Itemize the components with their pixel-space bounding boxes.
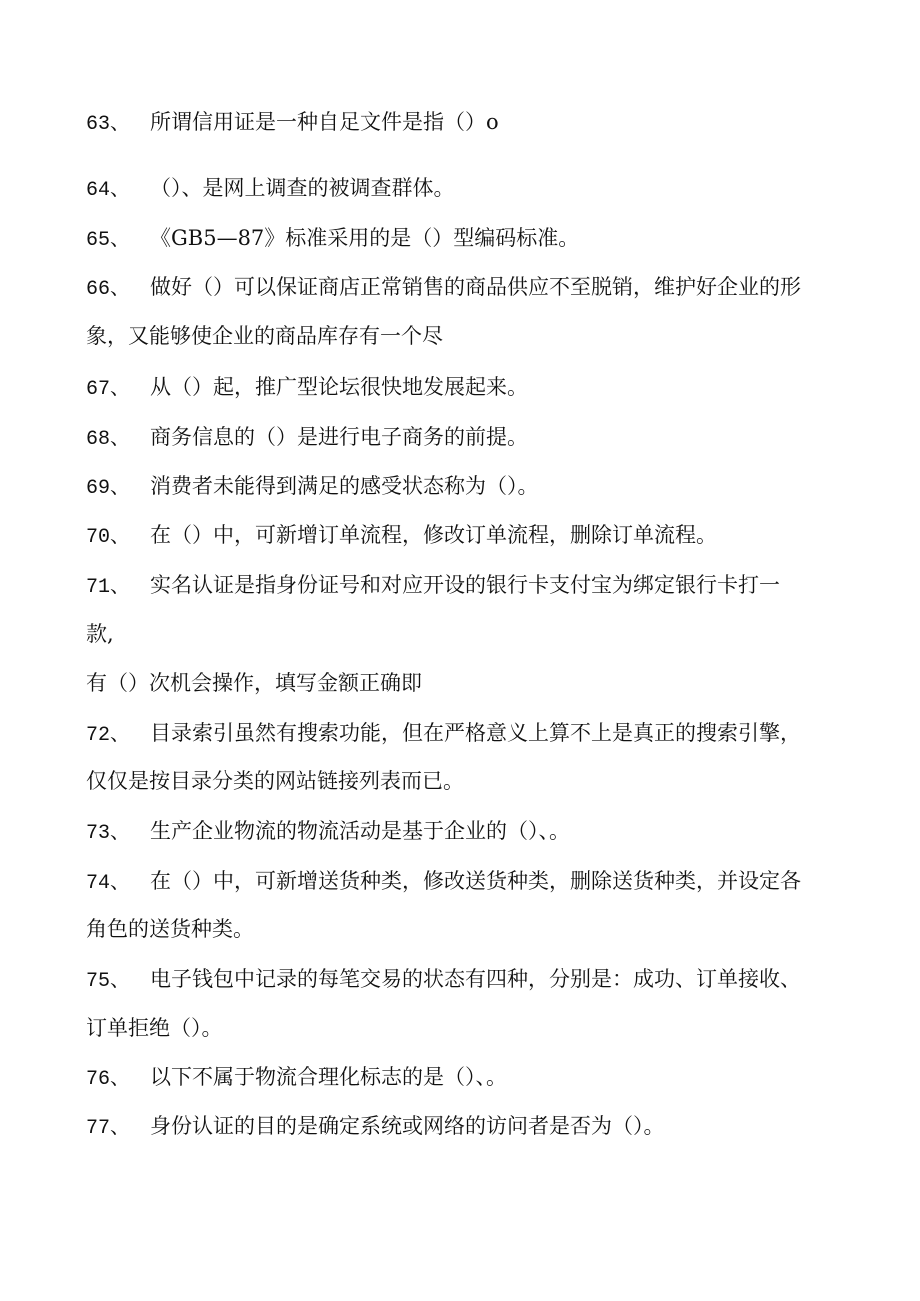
question-70: [86, 521, 886, 552]
question-text-continuation: 款,: [86, 622, 114, 646]
question-71-continuation: [86, 620, 886, 648]
question-74-continuation: [86, 915, 886, 943]
question-72-continuation: [86, 767, 886, 795]
question-number: 67、: [86, 378, 131, 401]
question-number: 68、: [86, 428, 131, 451]
question-69: [86, 472, 886, 503]
question-number: 63、: [86, 113, 131, 136]
question-text-continuation: 角色的送货种类。: [86, 917, 254, 941]
question-number: 66、: [86, 278, 131, 301]
question-number: 75、: [86, 970, 131, 993]
question-text: 生产企业物流的物流活动是基于企业的（）、。: [150, 819, 570, 843]
question-64: [86, 174, 886, 205]
question-number: 77、: [86, 1117, 131, 1140]
question-71: [86, 571, 886, 602]
question-74: [86, 867, 886, 898]
question-number: 73、: [86, 822, 131, 845]
question-text: 电子钱包中记录的每笔交易的状态有四种，分别是：成功、订单接收、: [150, 967, 801, 991]
question-73: [86, 817, 886, 848]
question-text: （）、是网上调查的被调查群体。: [150, 176, 455, 200]
question-number: 72、: [86, 724, 131, 747]
question-text: 在（）中，可新增送货种类，修改送货种类，删除送货种类，并设定各: [150, 869, 801, 893]
question-text: 从（）起，推广型论坛很快地发展起来。: [150, 375, 528, 399]
question-text-continuation: 象，又能够使企业的商品库存有一个尽: [86, 324, 443, 348]
question-63: [86, 108, 886, 139]
question-number: 69、: [86, 477, 131, 500]
question-number: 65、: [86, 229, 131, 252]
question-68: [86, 423, 886, 454]
question-number: 74、: [86, 872, 131, 895]
question-number: 76、: [86, 1068, 131, 1091]
question-text: 以下不属于物流合理化标志的是（）、。: [150, 1065, 507, 1089]
question-text-continuation: 订单拒绝（）。: [86, 1016, 223, 1040]
question-number: 64、: [86, 179, 131, 202]
question-76: [86, 1063, 886, 1094]
question-77: [86, 1112, 886, 1143]
question-text: 做好（）可以保证商店正常销售的商品供应不至脱销，维护好企业的形: [150, 275, 801, 299]
question-75-continuation: [86, 1014, 886, 1042]
question-text: 身份认证的目的是确定系统或网络的访问者是否为（）。: [150, 1114, 665, 1138]
question-75: [86, 965, 886, 996]
question-71-continuation: [86, 669, 886, 697]
question-text: 消费者未能得到满足的感受状态称为（）。: [150, 474, 539, 498]
question-text: 实名认证是指身份证号和对应开设的银行卡支付宝为绑定银行卡打一: [150, 573, 780, 597]
question-number: 70、: [86, 526, 131, 549]
question-66-continuation: [86, 322, 886, 350]
question-text-continuation: 仅仅是按目录分类的网站链接列表而已。: [86, 769, 464, 793]
question-text: 商务信息的（）是进行电子商务的前提。: [150, 425, 528, 449]
question-text-continuation: 有（）次机会操作，填写金额正确即: [86, 671, 422, 695]
question-number: 71、: [86, 576, 131, 599]
question-67: [86, 373, 886, 404]
question-text: 目录索引虽然有搜索功能，但在严格意义上算不上是真正的搜索引擎，: [150, 721, 801, 745]
question-text: 《GB5—87》标准采用的是（）型编码标准。: [150, 226, 580, 250]
question-65: [86, 224, 886, 255]
question-72: [86, 719, 886, 750]
question-66: [86, 273, 886, 304]
question-text: 在（）中，可新增订单流程，修改订单流程，删除订单流程。: [150, 523, 717, 547]
question-text: 所谓信用证是一种自足文件是指（）o: [150, 110, 499, 134]
